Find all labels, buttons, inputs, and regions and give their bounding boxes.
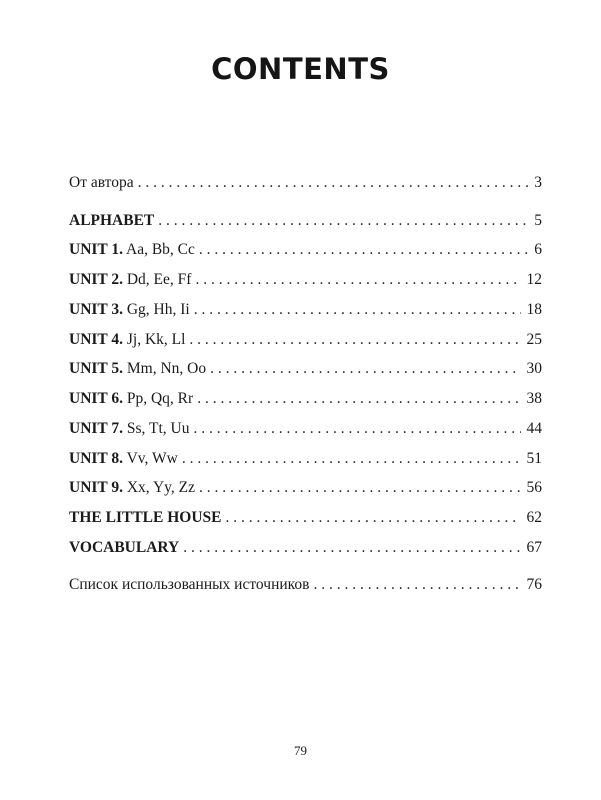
leader-dots	[138, 171, 529, 195]
toc-entry-unit-5	[69, 357, 542, 381]
toc-page-number: 56	[526, 479, 542, 496]
leader-dots	[199, 476, 520, 500]
toc-entry-unit-6	[69, 387, 542, 411]
toc-page-number: 18	[526, 301, 542, 318]
toc-page-number: 44	[526, 420, 542, 437]
page-number: 79	[294, 743, 307, 758]
leader-dots	[189, 328, 520, 352]
leader-dots	[197, 387, 520, 411]
toc-entry-label: UNIT 8. Vv, Ww	[69, 450, 178, 467]
toc-entry-label: UNIT 7. Ss, Tt, Uu	[69, 420, 190, 437]
toc-entry-label: Список использованных источников	[69, 576, 310, 593]
leader-dots	[182, 447, 521, 471]
toc-entry-label: ALPHABET	[69, 212, 155, 229]
toc-page-number: 25	[526, 331, 542, 348]
leader-dots	[225, 506, 520, 530]
toc-entry-label: VOCABULARY	[69, 539, 180, 556]
toc-entry-label: THE LITTLE HOUSE	[69, 509, 222, 526]
toc-page-number: 12	[526, 271, 542, 288]
toc-entry-label: UNIT 2. Dd, Ee, Ff	[69, 271, 192, 288]
toc-entry-vocabulary	[69, 536, 542, 560]
toc-page-number: 6	[534, 241, 542, 258]
toc-page-number: 62	[526, 509, 542, 526]
toc-entry-unit-2	[69, 268, 542, 292]
toc-page-number: 67	[526, 539, 542, 556]
toc-entry-unit-9	[69, 476, 542, 500]
toc-entry-unit-3	[69, 298, 542, 322]
toc-entry-label: UNIT 9. Xx, Yy, Zz	[69, 479, 196, 496]
toc-page-number: 38	[526, 390, 542, 407]
toc-page-number: 30	[526, 360, 542, 377]
toc-entry-label: UNIT 6. Pp, Qq, Rr	[69, 390, 194, 407]
toc-page-number: 51	[526, 450, 542, 467]
toc-page-number: 76	[526, 576, 542, 593]
toc-entry-unit-7	[69, 417, 542, 441]
toc-page-number: 5	[534, 212, 542, 229]
toc-entry-unit-4	[69, 328, 542, 352]
leader-dots	[183, 536, 520, 560]
toc-entry-label: От автора	[69, 174, 134, 191]
leader-dots	[313, 573, 520, 597]
leader-dots	[194, 298, 521, 322]
toc-entry-unit-8	[69, 447, 542, 471]
toc-entry-label: UNIT 3. Gg, Hh, Ii	[69, 301, 190, 318]
leader-dots	[195, 268, 520, 292]
toc-entry-label: UNIT 4. Jj, Kk, Ll	[69, 331, 186, 348]
toc-entry-from-author	[69, 171, 542, 195]
leader-dots	[158, 209, 528, 233]
toc-page-number: 3	[534, 174, 542, 191]
toc-entry-alphabet	[69, 209, 542, 233]
leader-dots	[193, 417, 520, 441]
page-title: CONTENTS	[211, 52, 390, 86]
toc-entry-the-little-house	[69, 506, 542, 530]
toc-entry-sources	[69, 573, 542, 597]
toc-entry-unit-1	[69, 238, 542, 262]
leader-dots	[210, 357, 520, 381]
toc-entry-label: UNIT 1. Aa, Bb, Cc	[69, 241, 195, 258]
leader-dots	[199, 238, 528, 262]
toc-entry-label: UNIT 5. Mm, Nn, Oo	[69, 360, 207, 377]
